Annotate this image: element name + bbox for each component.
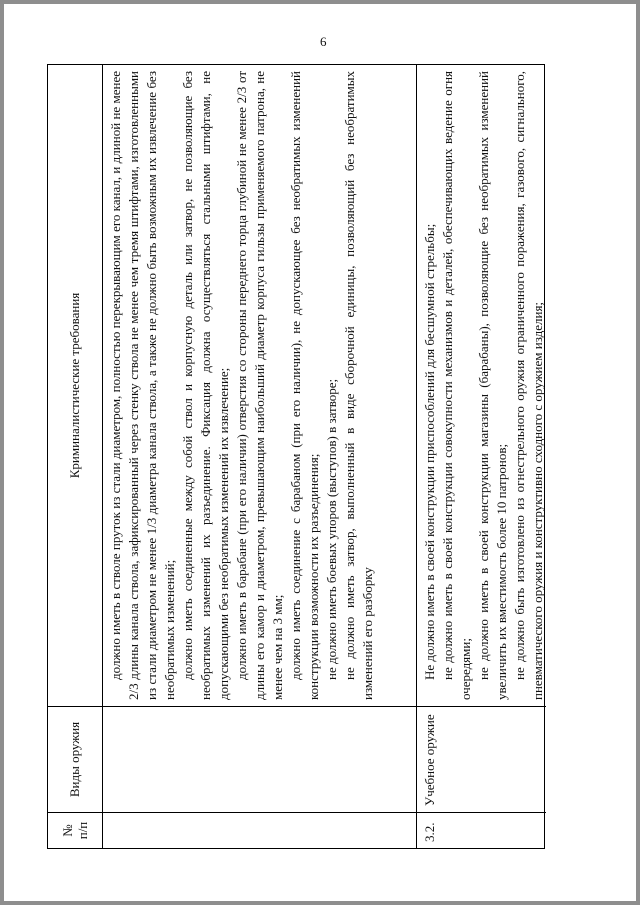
table-header-row (48, 65, 103, 848)
row-requirements (417, 65, 546, 706)
header-requirements: Криминалистические требования (67, 292, 82, 479)
header-number (48, 812, 102, 848)
header-number-line-2: п/п (75, 821, 90, 840)
requirement-paragraph: должно иметь соединение с барабаном (при его наличии), не допускающее без необратимых изменений конструкции возможности их разъединения; (288, 71, 321, 700)
table-row (103, 65, 417, 848)
requirements-table (47, 64, 545, 849)
requirement-paragraph: не должно иметь в своей конструкции магазины (барабаны), позволяющие без необратимых изменений увеличить их вместимость более 10 патронов; (476, 71, 509, 700)
row-weapon-type: Учебное оружие (417, 706, 546, 812)
requirement-paragraph: не должно иметь боевых упоров (выступов) в затворе; (324, 378, 339, 680)
requirement-paragraph: должно иметь соединенные между собой ствол и корпусную деталь или затвор, не позволяющие без необратимых изменений их разъединение. Фиксация должна осуществляться стальными штифтами, не допускающими без необратимых изменений их извлечение; (180, 71, 231, 700)
requirement-paragraph: не должно иметь в своей конструкции совокупности механизмов и деталей, обеспечивающих ведение огня очередями; (440, 71, 473, 700)
requirement-paragraph: не должно быть изготовлено из огнестрельного оружия ограниченного поражения, газового, сигнального, пневматического оружия и конструктивно сходного с оружием изделия; (512, 71, 545, 700)
requirement-paragraph: должно иметь в стволе пруток из стали диаметром, полностью перекрывающим его канал, и длиной не менее 2/3 длины канала ствола, зафиксированный через стенку ствола не менее чем тремя штифтами, изготовленными из стали диаметром не менее 1/3 диаметра канала ствола, а также не должно быть возможным их извлечение без необратимых изменений; (108, 71, 177, 700)
document-page (4, 4, 636, 901)
row-weapon-type (103, 706, 416, 812)
header-weapon-type: Виды оружия (48, 706, 102, 812)
page-number: 6 (320, 34, 327, 49)
row-number (103, 812, 416, 848)
requirement-paragraph: должно иметь в барабане (при его наличии) отверстия со стороны переднего торца глубиной не менее 2/3 от длины его камор и диаметром, превышающим наибольший диаметр корпуса гильзы применяемого патрона, не менее чем на 3 мм; (234, 71, 285, 700)
table-row (417, 65, 546, 848)
row-number: 3.2. (417, 812, 546, 848)
header-number-line-1: № (60, 824, 75, 837)
requirement-paragraph: не должно иметь затвор, выполненный в виде сборочной единицы, позволяющий без необратимых изменений его разборку (342, 71, 375, 700)
requirement-paragraph: Не должно иметь в своей конструкции приспособлений для бесшумной стрельбы; (422, 223, 437, 680)
row-requirements (103, 65, 416, 706)
